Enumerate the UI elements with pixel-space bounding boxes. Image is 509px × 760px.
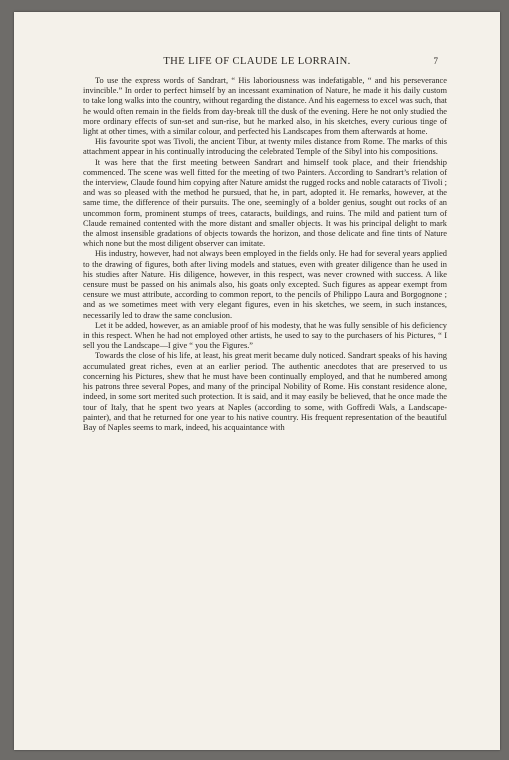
page-title: THE LIFE OF CLAUDE LE LORRAIN. — [163, 56, 351, 67]
paragraph: Towards the close of his life, at least, his great merit became duly noticed. Sandrart speaks of his having accumulated great riches, even at an earlier period. The authentic anecdotes that are preserved to us concerning his Pictures, shew that he must have been continually employed, and that he numbered among his patrons three several Popes, and many of the principal Nobility of Rome. His constant residence alone, indeed, in some sort merited such protection. It is said, and it may easily be believed, that he once made the tour of Italy, that he spent two years at Naples (according to some, with Goffredi Wals, a Landscape-painter), and that he returned for one year to his native country. His frequent representation of the beautiful Bay of Naples seems to mark, indeed, his acquaintance with — [83, 351, 447, 432]
paragraph: His favourite spot was Tivoli, the ancient Tibur, at twenty miles distance from Rome. The marks of this attachment appear in his continually introducing the celebrated Temple of the Sibyl into his compositions. — [83, 137, 447, 157]
running-head — [14, 56, 500, 70]
body-text — [83, 76, 447, 433]
paragraph: To use the express words of Sandrart, “ His laboriousness was indefatigable, “ and his perseverance invincible.” In order to perfect himself by an incessant examination of Nature, he made it his daily custom to take long walks into the country, without regarding the distance. And his eagerness to excel was such, that he would often remain in the fields from day-break till the dusk of the evening. Here he not only studied the more ordinary effects of sun-set and sun-rise, but he marked also, in his sketches, every curious tinge of light at other times, with a similar colour, and perfected his Landscapes from them afterwards at home. — [83, 76, 447, 137]
paragraph: His industry, however, had not always been employed in the fields only. He had for several years applied to the drawing of figures, both after living models and statues, even with greater diligence than he used in his studies after Nature. His diligence, however, in this respect, was never crowned with success. A like censure must be passed on his animals also, his goats only excepted. Such figures as appear exempt from censure we must attribute, according to common report, to the pencils of Philippo Laura and Borgognone ; and as we sometimes meet with very elegant figures, even in his sketches, we seem, in such instances, necessarily led to draw the same conclusion. — [83, 249, 447, 320]
paragraph: It was here that the first meeting between Sandrart and himself took place, and their friendship commenced. The scene was well fitted for the meeting of two Painters. According to Sandrart’s relation of the interview, Claude found him copying after Nature amidst the rugged rocks and noble cataracts of Tivoli ; and was so pleased with the method he pursued, that he, in part, adopted it. He remarks, however, at the same time, the difference of their pursuits. The one, seemingly of a bolder genius, sought out rocks of an uncommon form, prominent stumps of trees, cataracts, buildings, and ruins. The mild and patient turn of Claude remained contented with the more distant and smaller objects. It was his principal delight to mark the almost insensible gradations of objects towards the horizon, and those delicate and fine tints of Nature which none but the most diligent observer can imitate. — [83, 157, 447, 249]
book-page — [14, 12, 500, 750]
page-number: 7 — [433, 56, 438, 66]
paragraph: Let it be added, however, as an amiable proof of his modesty, that he was fully sensible of his deficiency in this respect. When he had not employed other artists, he used to say to the purchasers of his Pictures, “ I sell you the Landscape—I give “ you the Figures.” — [83, 320, 447, 351]
